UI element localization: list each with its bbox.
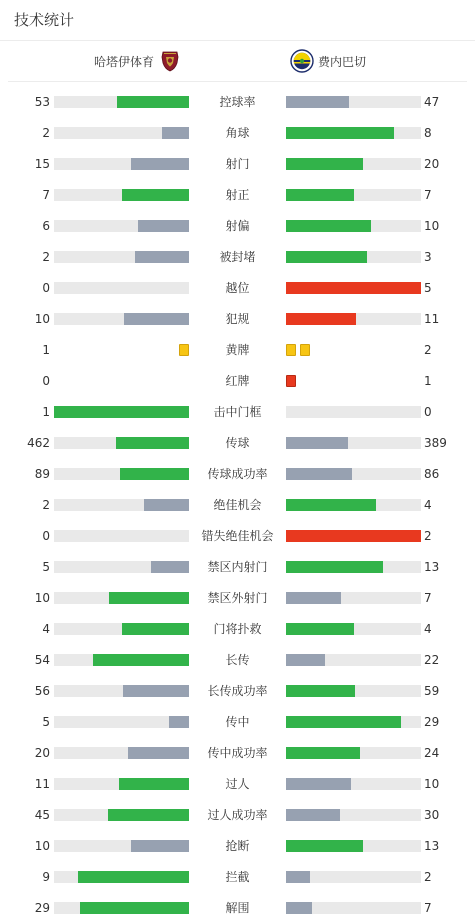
stat-label: 长传成功率 [207, 684, 268, 698]
away-bar-track [286, 778, 421, 790]
away-bar-track [286, 747, 421, 759]
home-bar-fill [135, 251, 189, 263]
home-value: 462 [27, 436, 50, 450]
away-bar-track [286, 530, 421, 542]
stat-label: 越位 [225, 281, 250, 295]
home-bar-track [54, 189, 189, 201]
stat-label: 被封堵 [219, 250, 256, 264]
away-bar-track [286, 716, 421, 728]
stat-row [0, 459, 475, 490]
stat-row [0, 769, 475, 800]
away-value: 1 [424, 374, 432, 388]
away-bar-track [286, 313, 421, 325]
home-value: 9 [42, 870, 50, 884]
away-team-logo-icon [290, 49, 314, 73]
stat-row [0, 831, 475, 862]
home-bar-fill [162, 127, 189, 139]
home-bar-track [54, 592, 189, 604]
stat-label: 长传 [225, 653, 250, 667]
away-value: 4 [424, 622, 432, 636]
home-bar-track [54, 716, 189, 728]
away-value: 0 [424, 405, 432, 419]
away-bar-track [286, 685, 421, 697]
away-bar-fill [286, 437, 348, 449]
stat-label: 传中成功率 [207, 746, 268, 760]
away-bar-track [286, 468, 421, 480]
home-bar-track [54, 685, 189, 697]
home-bar-fill [109, 592, 189, 604]
home-bar-fill [169, 716, 189, 728]
away-bar-track [286, 623, 421, 635]
home-bar-track [54, 313, 189, 325]
stats-list [0, 87, 475, 924]
home-bar-track [54, 902, 189, 914]
stat-label: 传球成功率 [207, 467, 268, 481]
away-bar-track [286, 840, 421, 852]
home-bar-track [54, 530, 189, 542]
home-bar-fill [144, 499, 189, 511]
stat-row [0, 118, 475, 149]
away-bar-fill [286, 902, 312, 914]
home-bar-fill [131, 158, 189, 170]
home-value: 89 [34, 467, 50, 481]
away-bar-track [286, 561, 421, 573]
home-value: 53 [34, 95, 50, 109]
home-bar-track [54, 127, 189, 139]
away-bar-track [286, 282, 421, 294]
home-bar-fill [122, 189, 190, 201]
stat-row [0, 862, 475, 893]
home-value: 20 [34, 746, 50, 760]
away-bar-fill [286, 468, 352, 480]
away-cards [286, 344, 310, 356]
stat-label: 角球 [225, 126, 250, 140]
home-bar-track [54, 437, 189, 449]
stat-label: 控球率 [219, 95, 256, 109]
home-value: 7 [42, 188, 50, 202]
away-bar-fill [286, 313, 356, 325]
home-bar-fill [93, 654, 189, 666]
home-bar-fill [131, 840, 189, 852]
home-value: 4 [42, 622, 50, 636]
stat-row [0, 614, 475, 645]
home-bar-track [54, 654, 189, 666]
away-bar-track [286, 499, 421, 511]
away-bar-fill [286, 251, 367, 263]
home-bar-track [54, 809, 189, 821]
home-value: 54 [34, 653, 50, 667]
home-value: 0 [42, 374, 50, 388]
away-cards [286, 375, 296, 387]
away-value: 47 [424, 95, 440, 109]
away-bar-fill [286, 623, 354, 635]
away-bar-fill [286, 499, 376, 511]
home-bar-track [54, 747, 189, 759]
away-bar-track [286, 437, 421, 449]
home-value: 5 [42, 715, 50, 729]
home-value: 29 [34, 901, 50, 915]
away-bar-fill [286, 561, 383, 573]
stat-label: 错失绝佳机会 [201, 529, 274, 543]
stat-row [0, 366, 475, 397]
home-value: 45 [34, 808, 50, 822]
home-bar-fill [54, 406, 189, 418]
home-bar-track [54, 468, 189, 480]
stat-row [0, 707, 475, 738]
away-bar-fill [286, 809, 340, 821]
stat-row [0, 273, 475, 304]
away-bar-track [286, 592, 421, 604]
home-bar-track [54, 251, 189, 263]
home-value: 2 [42, 250, 50, 264]
home-value: 2 [42, 126, 50, 140]
home-bar-fill [117, 96, 189, 108]
home-bar-track [54, 96, 189, 108]
home-bar-fill [122, 623, 190, 635]
away-value: 7 [424, 901, 432, 915]
home-bar-fill [124, 313, 189, 325]
home-bar-fill [123, 685, 189, 697]
home-bar-fill [138, 220, 189, 232]
away-value: 2 [424, 870, 432, 884]
stat-row [0, 645, 475, 676]
home-bar-fill [119, 778, 189, 790]
home-bar-track [54, 623, 189, 635]
away-bar-fill [286, 716, 401, 728]
home-value: 2 [42, 498, 50, 512]
away-bar-fill [286, 189, 354, 201]
stat-label: 射正 [225, 188, 250, 202]
home-value: 10 [34, 312, 50, 326]
away-bar-track [286, 96, 421, 108]
stat-label: 射门 [225, 157, 250, 171]
stat-label: 传中 [225, 715, 250, 729]
away-bar-fill [286, 530, 421, 542]
yellow-card-icon [179, 344, 189, 356]
page-title: 技术统计 [0, 0, 475, 41]
teams-header [8, 41, 467, 82]
away-bar-track [286, 158, 421, 170]
stat-label: 传球 [225, 436, 250, 450]
away-value: 5 [424, 281, 432, 295]
away-value: 4 [424, 498, 432, 512]
stat-row [0, 583, 475, 614]
away-bar-fill [286, 654, 325, 666]
home-value: 1 [42, 343, 50, 357]
home-bar-track [54, 499, 189, 511]
stat-row [0, 676, 475, 707]
red-card-icon [286, 375, 296, 387]
away-bar-fill [286, 220, 371, 232]
away-value: 2 [424, 343, 432, 357]
away-value: 10 [424, 777, 440, 791]
away-bar-fill [286, 871, 310, 883]
home-value: 5 [42, 560, 50, 574]
home-value: 6 [42, 219, 50, 233]
away-value: 389 [424, 436, 447, 450]
home-bar-fill [80, 902, 189, 914]
home-bar-fill [128, 747, 189, 759]
home-value: 10 [34, 591, 50, 605]
stat-row [0, 552, 475, 583]
away-value: 7 [424, 188, 432, 202]
home-value: 11 [34, 777, 50, 791]
away-value: 20 [424, 157, 440, 171]
stat-row [0, 521, 475, 552]
home-value: 0 [42, 529, 50, 543]
stat-row [0, 490, 475, 521]
home-bar-fill [108, 809, 189, 821]
yellow-card-icon [300, 344, 310, 356]
home-bar-fill [116, 437, 189, 449]
home-bar-track [54, 561, 189, 573]
yellow-card-icon [286, 344, 296, 356]
stat-row [0, 242, 475, 273]
home-bar-track [54, 158, 189, 170]
away-bar-fill [286, 778, 351, 790]
home-value: 15 [34, 157, 50, 171]
stat-label: 击中门框 [213, 405, 262, 419]
home-bar-track [54, 871, 189, 883]
away-bar-track [286, 654, 421, 666]
stat-label: 拦截 [225, 870, 250, 884]
home-bar-track [54, 282, 189, 294]
away-bar-fill [286, 840, 363, 852]
stat-label: 门将扑救 [213, 622, 262, 636]
away-bar-fill [286, 96, 349, 108]
home-bar-track [54, 220, 189, 232]
stat-label: 抢断 [225, 839, 250, 853]
home-bar-track [54, 406, 189, 418]
home-team-name: 哈塔伊体育 [93, 54, 154, 69]
stat-row [0, 893, 475, 924]
away-bar-track [286, 809, 421, 821]
home-value: 10 [34, 839, 50, 853]
away-bar-track [286, 406, 421, 418]
stat-label: 过人 [225, 777, 250, 791]
away-bar-fill [286, 592, 341, 604]
stat-label: 犯规 [225, 312, 250, 326]
home-cards [179, 344, 189, 356]
away-value: 30 [424, 808, 440, 822]
away-value: 29 [424, 715, 440, 729]
stat-label: 红牌 [225, 374, 250, 388]
home-bar-track [54, 778, 189, 790]
stat-label: 禁区内射门 [207, 560, 268, 574]
away-value: 2 [424, 529, 432, 543]
away-value: 3 [424, 250, 432, 264]
stat-row [0, 149, 475, 180]
home-team[interactable] [94, 41, 182, 81]
home-bar-fill [78, 871, 189, 883]
stat-row [0, 180, 475, 211]
away-bar-track [286, 127, 421, 139]
away-value: 13 [424, 839, 440, 853]
home-value: 0 [42, 281, 50, 295]
away-bar-fill [286, 685, 355, 697]
away-bar-track [286, 189, 421, 201]
stat-row [0, 304, 475, 335]
home-value: 56 [34, 684, 50, 698]
home-bar-track [54, 840, 189, 852]
stat-row [0, 428, 475, 459]
stat-label: 过人成功率 [207, 808, 268, 822]
away-bar-fill [286, 282, 421, 294]
home-bar-fill [120, 468, 189, 480]
away-bar-fill [286, 127, 394, 139]
stat-label: 黄牌 [225, 343, 250, 357]
away-bar-track [286, 871, 421, 883]
away-bar-track [286, 251, 421, 263]
home-team-logo-icon [158, 49, 182, 73]
stat-row [0, 738, 475, 769]
away-value: 11 [424, 312, 440, 326]
home-value: 1 [42, 405, 50, 419]
stat-row [0, 335, 475, 366]
home-bar-fill [151, 561, 189, 573]
away-value: 8 [424, 126, 432, 140]
away-bar-track [286, 902, 421, 914]
away-value: 59 [424, 684, 440, 698]
away-value: 24 [424, 746, 440, 760]
away-team[interactable] [290, 41, 366, 81]
stat-row [0, 87, 475, 118]
away-value: 7 [424, 591, 432, 605]
stat-row [0, 800, 475, 831]
stat-row [0, 211, 475, 242]
away-value: 86 [424, 467, 440, 481]
away-team-name: 费内巴切 [318, 54, 367, 69]
stat-label: 绝佳机会 [213, 498, 262, 512]
stat-label: 射偏 [225, 219, 250, 233]
away-value: 13 [424, 560, 440, 574]
stat-label: 禁区外射门 [207, 591, 268, 605]
away-bar-track [286, 220, 421, 232]
away-value: 10 [424, 219, 440, 233]
stat-label: 解围 [225, 901, 250, 915]
stat-row [0, 397, 475, 428]
away-bar-fill [286, 158, 363, 170]
away-bar-fill [286, 747, 360, 759]
away-value: 22 [424, 653, 440, 667]
